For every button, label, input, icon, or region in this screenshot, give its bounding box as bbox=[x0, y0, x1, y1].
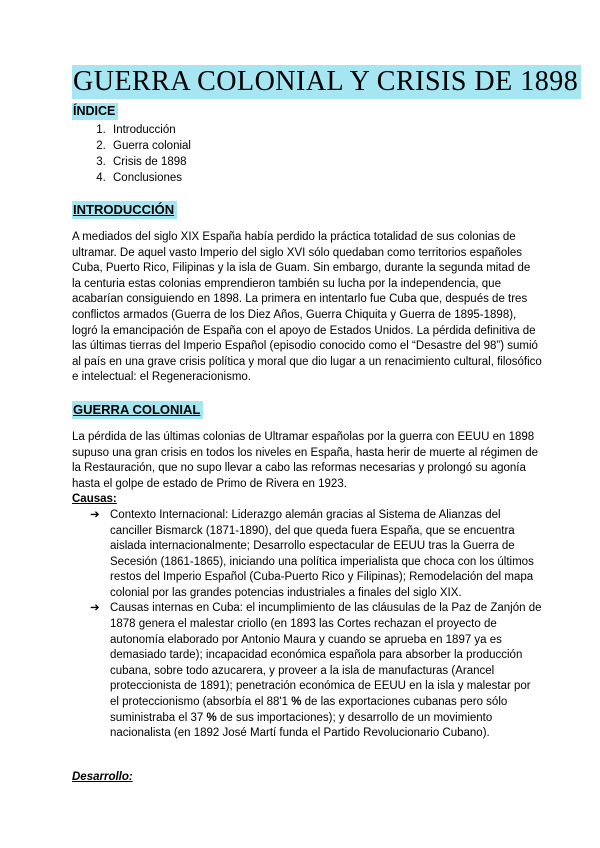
introduccion-heading-highlight bbox=[72, 201, 177, 219]
causas-label: Causas: bbox=[72, 493, 117, 506]
index-item: 4. Conclusiones bbox=[109, 170, 542, 186]
desarrollo-label: Desarrollo: bbox=[72, 770, 133, 783]
index-item: 2. Guerra colonial bbox=[109, 138, 542, 154]
index-heading bbox=[72, 104, 542, 118]
introduccion-heading-text: INTRODUCCIÓN bbox=[73, 202, 175, 217]
arrow-bullet-icon: ➔ bbox=[90, 602, 100, 615]
bullet-text: Contexto Internacional: Liderazgo alemán gracias al Sistema de Alianzas del canciller Bismarck (1871-1890), del que queda fuera España, que se encuentra aislada internacionalmente; Desarrollo espectacular de EEUU tras la Guerra de Secesión (1861-1865), iniciando una política imperialista que choca con los últimos restos del Imperio Español (Cuba-Puerto Rico y Filipinas); Remodelación del mapa colonial por las grandes potencias industriales a finales del siglo XIX. bbox=[110, 508, 534, 599]
arrow-bullet-icon: ➔ bbox=[90, 508, 100, 521]
section-guerra-colonial bbox=[72, 402, 542, 785]
guerra-colonial-heading bbox=[72, 402, 542, 417]
bullet-text: Causas internas en Cuba: el incumplimiento de las cláusulas de la Paz de Zanjón de 1878 genera el malestar criollo (en 1893 las Cortes rechazan el proyecto de autonomía elaborado por Antonio Maura y cuando se aprueba en 1897 ya es demasiado tarde); incapacidad económica española para absorber la producción cubana, sobre todo azucarera, y proveer a la isla de manufacturas (Arancel proteccionista de 1891); penetración económica de EEUU en la isla y malestar por el proteccionismo (absorbía el 88'1 % de las exportaciones cubanas pero sólo suministraba el 37 % de sus importaciones); y desarrollo de un movimiento nacionalista (en 1892 José Martí funda el Partido Revolucionario Cubano). bbox=[110, 602, 542, 740]
index-item: 1. Introducción bbox=[109, 122, 542, 138]
index-list bbox=[72, 122, 542, 186]
document-title bbox=[72, 66, 579, 98]
cause-bullet-item bbox=[90, 508, 542, 602]
guerra-colonial-heading-highlight bbox=[72, 401, 203, 419]
index-heading-highlight: ÍNDICE bbox=[72, 103, 118, 120]
introduccion-heading bbox=[72, 202, 542, 217]
index-section bbox=[72, 104, 542, 186]
index-item: 3. Crisis de 1898 bbox=[109, 154, 542, 170]
section-introduccion bbox=[72, 202, 542, 386]
causas-label-line bbox=[72, 492, 542, 508]
introduccion-paragraph: A mediados del siglo XIX España había perdido la práctica totalidad de sus colonias de ultramar. De aquel vasto Imperio del siglo XVI sólo quedaban como territorios españoles Cuba, Puerto Rico, Filipinas y la isla de Guam. Sin embargo, durante la segunda mitad de la centuria estas colonias emprendieron también su lucha por la independencia, que acabarían consiguiendo en 1898. La primera en intentarlo fue Cuba que, después de tres conflictos armados (Guerra de los Diez Años, Guerra Chiquita y Guerra de 1895-1898), logró la emancipación de España con el apoyo de Estados Unidos. La pérdida definitiva de las últimas tierras del Imperio Español (episodio conocido como el “Desastre del 98”) sumió al país en una grave crisis política y moral que dio lugar a un renacimiento cultural, filosófico e intelectual: el Regeneracionismo. bbox=[72, 231, 542, 384]
title-highlight: GUERRA COLONIAL Y CRISIS DE 1898 bbox=[72, 65, 581, 99]
cause-bullet-item bbox=[90, 601, 542, 741]
desarrollo-label-line bbox=[72, 770, 542, 786]
causes-list bbox=[72, 508, 542, 742]
guerra-colonial-heading-text: GUERRA COLONIAL bbox=[73, 401, 201, 417]
guerra-colonial-paragraph: La pérdida de las últimas colonias de Ultramar españolas por la guerra con EEUU en 1898 supuso una gran crisis en todos los niveles en España, hasta herir de muerte al régimen de la Restauración, que no supo llevar a cabo las reformas necesarias y prolongó su agonía hasta el golpe de estado de Primo de Rivera en 1923. bbox=[72, 430, 539, 490]
